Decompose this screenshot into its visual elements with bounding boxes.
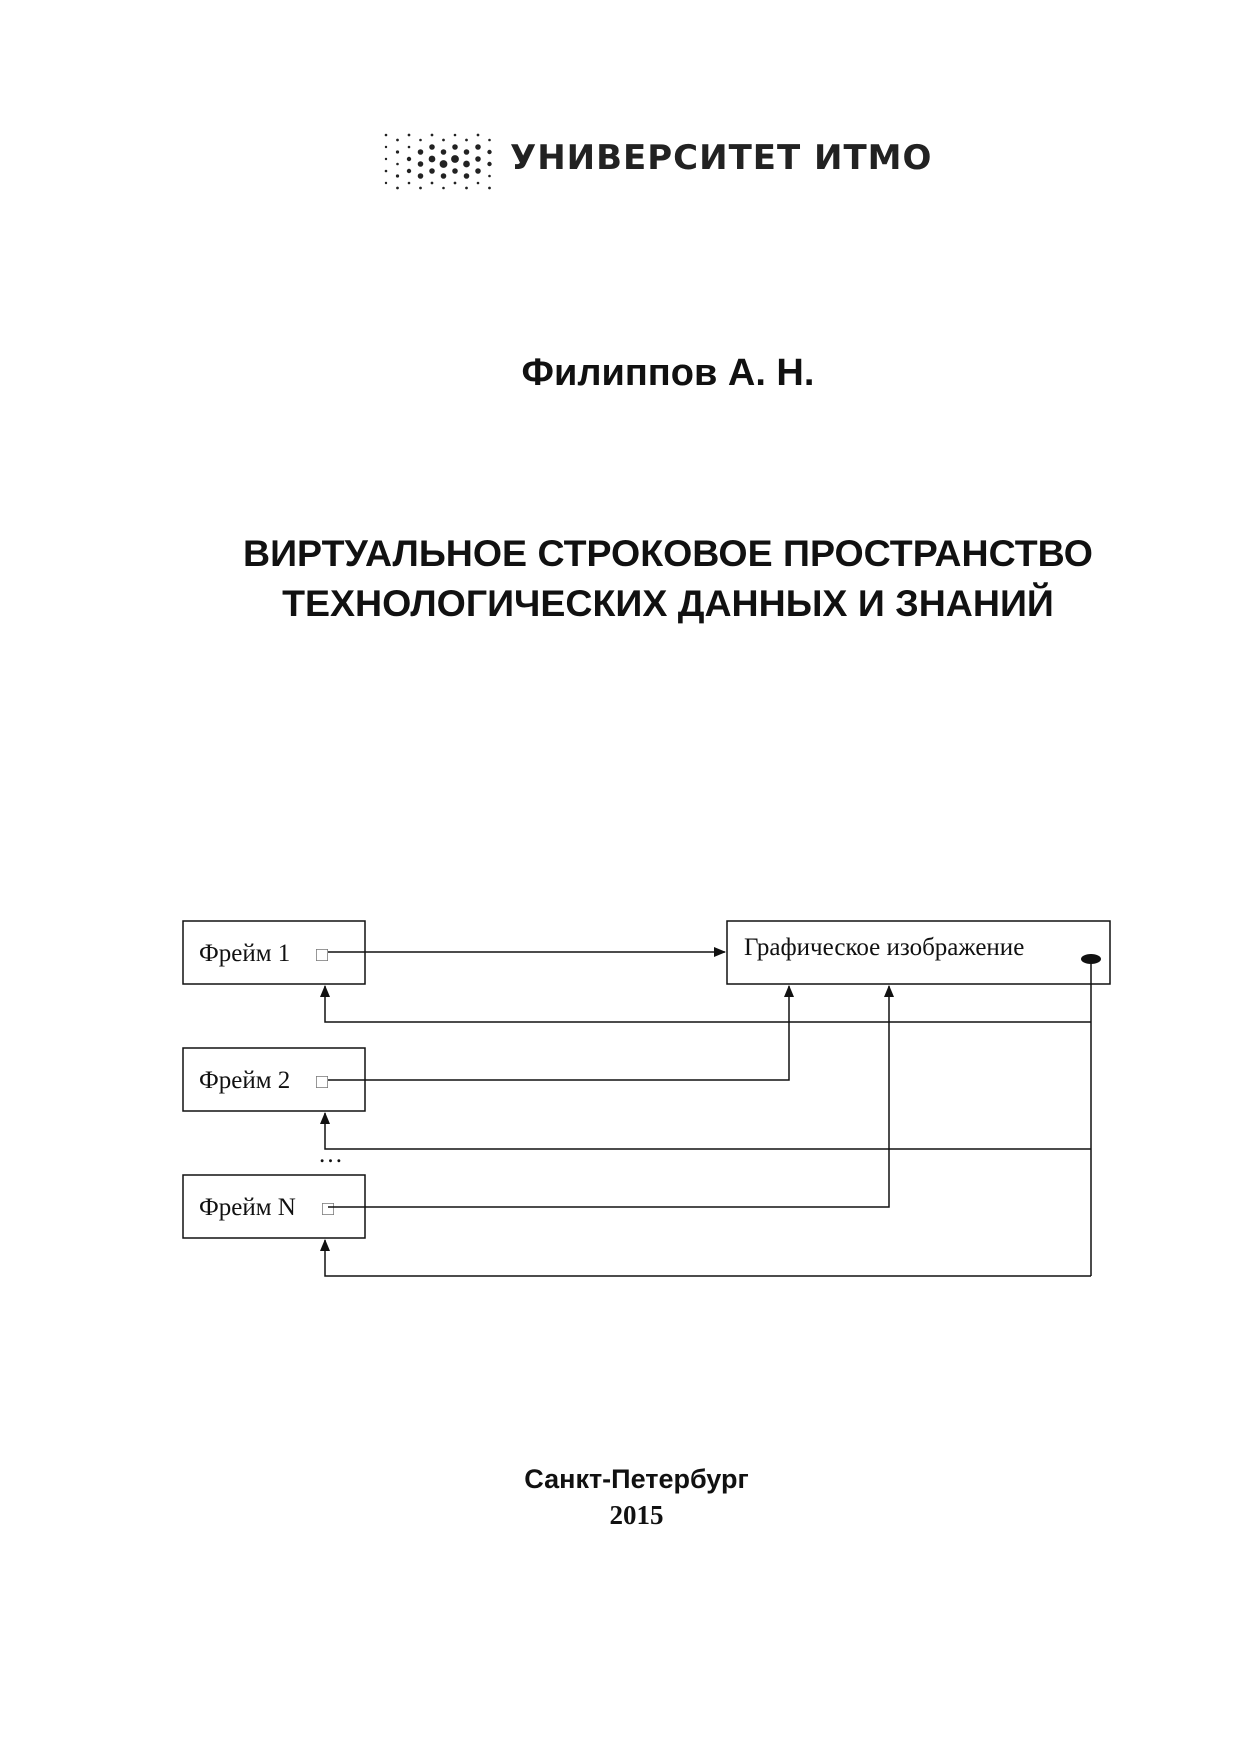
arrow-frame-n-to-image <box>328 986 889 1207</box>
image-box <box>727 921 1110 984</box>
publication-year: 2015 <box>609 1500 664 1530</box>
frame-marker-2: □ <box>316 1071 329 1093</box>
frame-label-n: Фрейм N <box>199 1194 296 1221</box>
frame-marker-1: □ <box>316 944 329 966</box>
arrow-frame-2-to-image <box>328 986 789 1080</box>
frame-label-1: Фрейм 1 <box>199 940 291 967</box>
title-line-2: ТЕХНОЛОГИЧЕСКИХ ДАННЫХ И ЗНАНИЙ <box>282 582 1054 624</box>
image-box-connector-icon <box>1081 954 1101 964</box>
arrow-image-to-frame-1 <box>325 986 1091 1022</box>
arrow-image-to-frame-2 <box>325 1113 1091 1149</box>
author-name: Филиппов А. Н. <box>521 352 815 394</box>
frame-label-2: Фрейм 2 <box>199 1067 291 1094</box>
image-box-label: Графическое изображение <box>744 934 1025 961</box>
logo-text: УНИВЕРСИТЕТ ИТМО <box>510 138 933 178</box>
frame-marker-n: □ <box>322 1198 335 1220</box>
arrow-image-to-frame-n <box>325 1240 1091 1276</box>
publication-city: Санкт-Петербург <box>524 1464 749 1494</box>
title-line-1: ВИРТУАЛЬНОЕ СТРОКОВОЕ ПРОСТРАНСТВО <box>243 532 1093 574</box>
frames-ellipsis: … <box>318 1141 343 1168</box>
